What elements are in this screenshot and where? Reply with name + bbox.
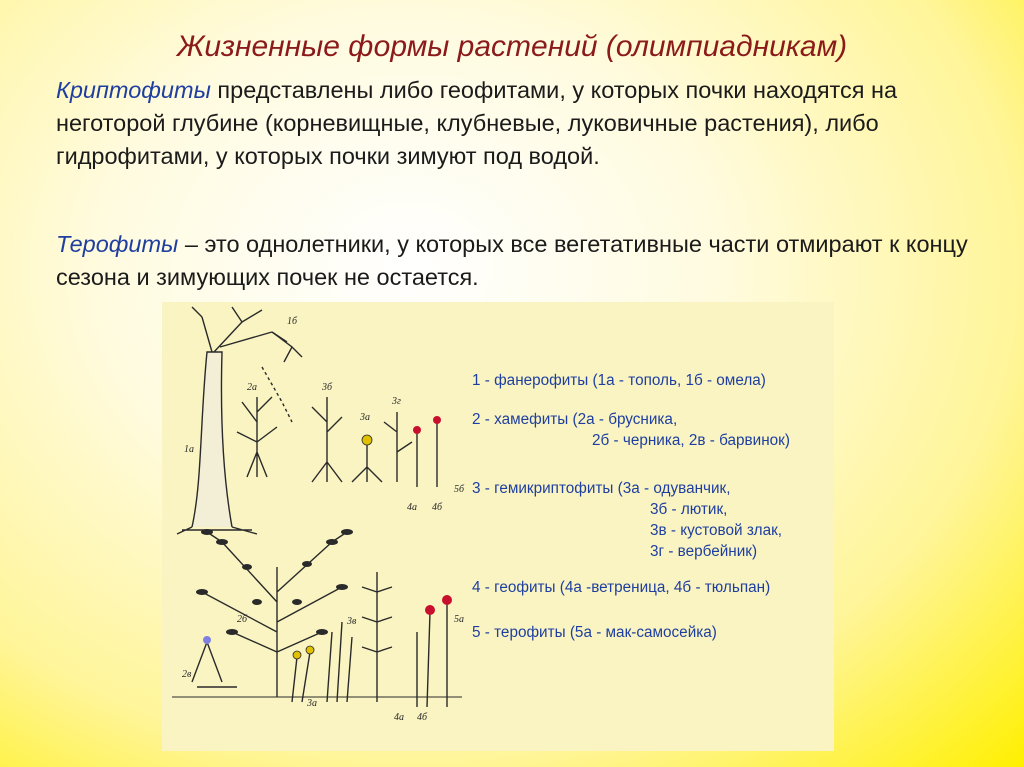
term-therophytes: Терофиты bbox=[56, 231, 179, 257]
label-4b: 4б bbox=[432, 502, 443, 513]
plant-3a-bottom-drawing bbox=[292, 652, 310, 702]
legend-line-7: 3г - вербейник) bbox=[650, 543, 758, 560]
label-4a: 4а bbox=[407, 502, 417, 513]
paragraph-therophytes-text: – это однолетники, у которых все вегетативные части отмирают к концу сезона и зимующих почек не остается. bbox=[56, 231, 968, 290]
shrub-2b-drawing bbox=[202, 532, 347, 697]
legend-line-1: 1 - фанерофиты (1а - тополь, 1б - омела) bbox=[472, 372, 766, 389]
plant-3g-drawing bbox=[384, 412, 412, 482]
legend-line-5: 3б - лютик, bbox=[650, 501, 728, 518]
term-cryptophytes: Криптофиты bbox=[56, 77, 211, 103]
legend-line-2: 2 - хамефиты (2а - брусника, bbox=[472, 411, 678, 428]
slide-title: Жизненные формы растений (олимпиадникам) bbox=[176, 30, 848, 63]
paragraph-cryptophytes-text: представлены либо геофитами, у которых почки находятся на неготорой глубине (корневищные, клубневые, луковичные растения), либо гидрофитами, у которых почки зимуют под водой. bbox=[56, 77, 898, 169]
label-5b: 5б bbox=[454, 484, 465, 495]
paragraph-cryptophytes bbox=[56, 74, 986, 173]
paragraph-therophytes bbox=[56, 228, 986, 294]
tree-trunk-drawing bbox=[192, 352, 232, 527]
label-2b: 2б bbox=[237, 614, 248, 625]
mistletoe-drawing bbox=[272, 332, 302, 362]
legend-line-9: 5 - терофиты (5а - мак-самосейка) bbox=[472, 624, 717, 641]
life-forms-figure bbox=[162, 302, 834, 751]
label-2v: 2в bbox=[182, 669, 192, 680]
label-3v: 3в bbox=[347, 616, 357, 627]
legend-line-6: 3в - кустовой злак, bbox=[650, 522, 783, 539]
label-3a-bottom: 3а bbox=[307, 698, 317, 709]
plant-2v-drawing bbox=[192, 642, 237, 687]
label-2a: 2а bbox=[247, 382, 257, 393]
dandelion-drawing bbox=[352, 442, 382, 482]
legend-line-4: 3 - гемикриптофиты (3а - одуванчик, bbox=[472, 480, 731, 497]
tree-roots-drawing bbox=[177, 527, 257, 534]
label-4a-bottom: 4а bbox=[394, 712, 404, 723]
tree-branches-drawing bbox=[192, 307, 287, 352]
shrub-2a-drawing bbox=[237, 397, 277, 477]
label-4b-bottom: 4б bbox=[417, 712, 428, 723]
label-3g: 3г bbox=[392, 396, 401, 407]
plant-4b-bottom-drawing bbox=[417, 602, 447, 707]
label-1a: 1а bbox=[184, 444, 194, 455]
plant-3g-bottom-drawing bbox=[362, 572, 392, 702]
label-3a: 3а bbox=[360, 412, 370, 423]
legend-line-3: 2б - черника, 2в - барвинок) bbox=[592, 432, 790, 449]
plant-3b-drawing bbox=[312, 397, 342, 482]
label-1b: 1б bbox=[287, 316, 298, 327]
legend-line-8: 4 - геофиты (4а -ветреница, 4б - тюльпан) bbox=[472, 579, 771, 596]
plant-3v-drawing bbox=[327, 622, 352, 702]
label-3b: 3б bbox=[322, 382, 333, 393]
label-5a: 5а bbox=[454, 614, 464, 625]
